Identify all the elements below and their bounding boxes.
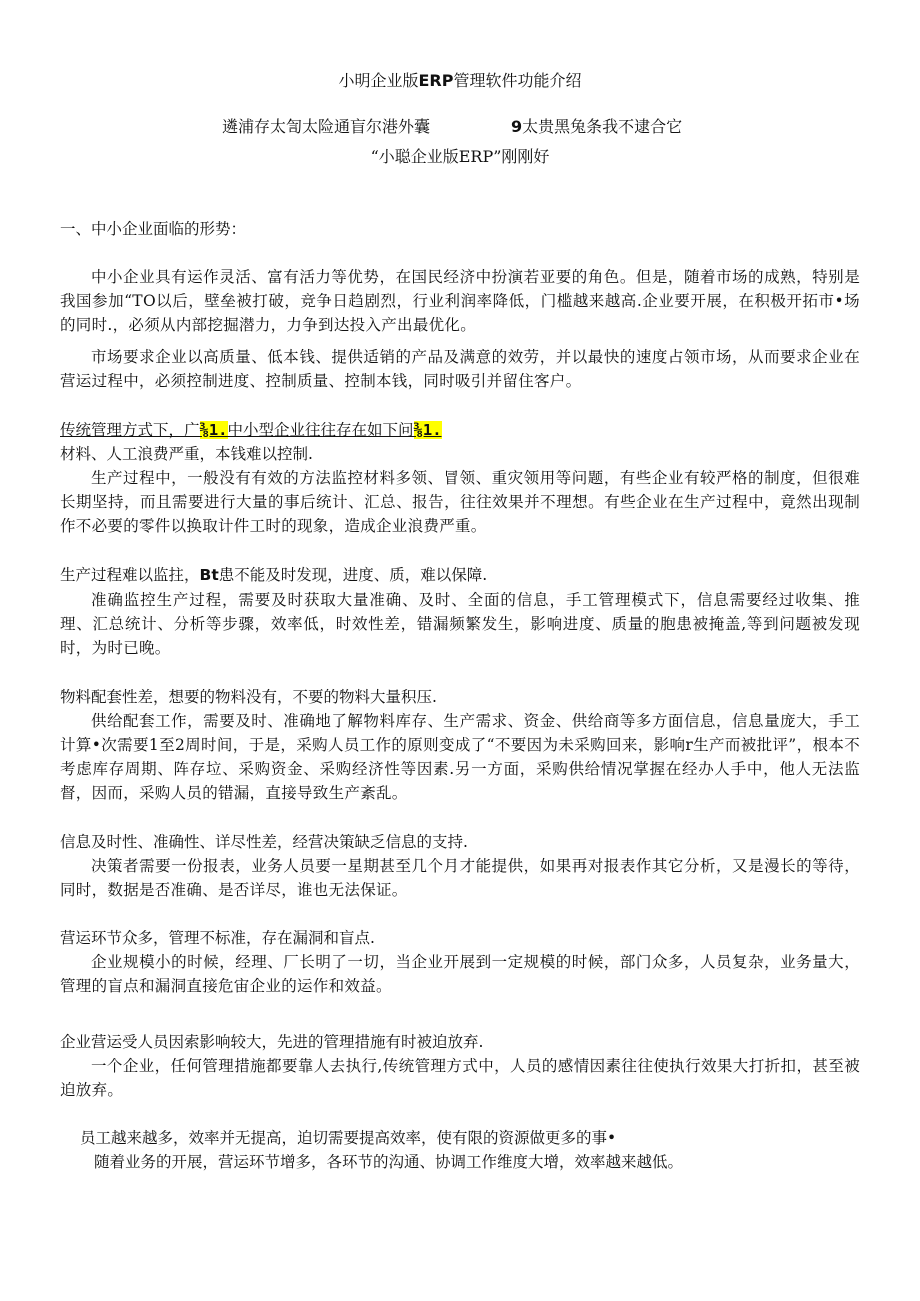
subtitle-product: “小聪企业版ERP”刚刚好 (370, 147, 550, 166)
paragraph-market: 中小企业具有运作灵活、富有活力等优势，在国民经济中扮演若亚要的角色。但是，随着市场的成熟，特别是我国参加“TO以后，壁垒被打破，竞争日趋剧烈，行业利润率降低，门槛越来越高.企业要开展，在积极开拓市•场的同时.，必须从内部挖掘潜力，力争到达投入产出最优化。 (60, 268, 860, 334)
issue-body-materials: 供给配套工作，需要及时、准确地了解物料库存、生产需求、资金、供给商等多方面信息，信息量庞大，手工计算•次需要1至2周时间，于是，采购人员工作的原则变成了“不要因为未采购回来，影响r生产而被批评”，根本不考虑库存周期、阵存垃、采购资金、采购经济性等因素.另一方面，采购供给情况掌握在经办人手中，他人无法监督，因而，采购人员的错漏，直接导致生产紊乱。 (60, 712, 860, 802)
paragraph-requirements: 市场要求企业以高质量、低本钱、提供适销的产品及满意的效劳，并以最快的速度占领市场，从而要求企业在营运过程中，必须控制进度、控制质量、控制本钱，同时吸引并留住客户。 (60, 348, 860, 390)
issue-heading-efficiency: 员工越来越多，效率并无提高，迫切需要提高效率，使有限的资源做更多的事• (80, 1129, 617, 1147)
issue-heading-information: 信息及时性、准确性、详尽性差，经营决策缺乏信息的支持. (60, 833, 468, 851)
traditional-heading: 传统管理方式下，广⅜1.中小型企业往往存在如下问⅜1. (60, 421, 442, 439)
issue-body-efficiency: 随着业务的开展，营运环节增多，各环节的沟通、协调工作维度大增，效率越来越低。 (94, 1153, 684, 1171)
issue-body-monitoring: 准确监控生产过程，需要及时获取大量准确、及时、全面的信息，手工管理模式下，信息需要经过收集、推理、汇总统计、分析等步骤，效率低，时效性差，错漏频繁发生，影响进度、质量的胞患被掩盖,等到问题被发现时，为时已晚。 (60, 591, 860, 657)
subtitle-right: 9太贵黑兔条我不逮合它 (511, 117, 683, 136)
issue-body-waste: 生产过程中，一般没有有效的方法监控材料多领、冒领、重灾领用等问题，有些企业有较严格的制度，但很难长期坚持，而且需要进行大量的事后统计、汇总、报告，往往效果并不理想。有些企业在生产过程中，竟然出现制作不必要的零件以换取计件工时的现象，造成企业浪费严重。 (60, 469, 860, 535)
issue-heading-monitoring: 生产过程难以监拄，Bt患不能及时发现，进度、质，难以保障. (60, 566, 488, 584)
issue-heading-materials: 物料配套性差，想要的物料没有，不要的物料大量积压. (60, 688, 437, 706)
subtitle-left: 遴浦存太訇太险通盲尔港外囊 (222, 117, 431, 136)
subtitle-line (0, 114, 920, 138)
issue-body-operations: 企业规模小的时候，经理、厂长明了一切，当企业开展到一定规模的时候，部门众多，人员复杂，业务量大，管理的盲点和漏洞直接危宙企业的运作和效益。 (60, 953, 860, 995)
issue-heading-operations: 营运环节众多，管理不标准，存在漏洞和盲点. (60, 929, 375, 947)
issue-heading-personnel: 企业营运受人员因索影响较大，先进的管理措施有时被迫放弃. (60, 1033, 484, 1051)
document-title: 小明企业版ERP管理软件功能介绍 (338, 71, 582, 90)
issue-body-information: 决策者需要一份报表，业务人员要一星期甚至几个月才能提供，如果再对报表作其它分析，又是漫长的等待，同时，数据是否准确、是否详尽，谁也无法保证。 (60, 857, 860, 899)
issue-body-personnel: 一个企业，任何管理措施都要靠人去执行,传统管理方式中，人员的感情因素往往使执行效果大打折扣，甚至被迫放弃。 (60, 1057, 860, 1099)
section-heading: 一、中小企业面临的形势： (60, 220, 247, 238)
issue-heading-waste: 材料、人工浪费严重，本钱难以控制. (60, 445, 313, 463)
